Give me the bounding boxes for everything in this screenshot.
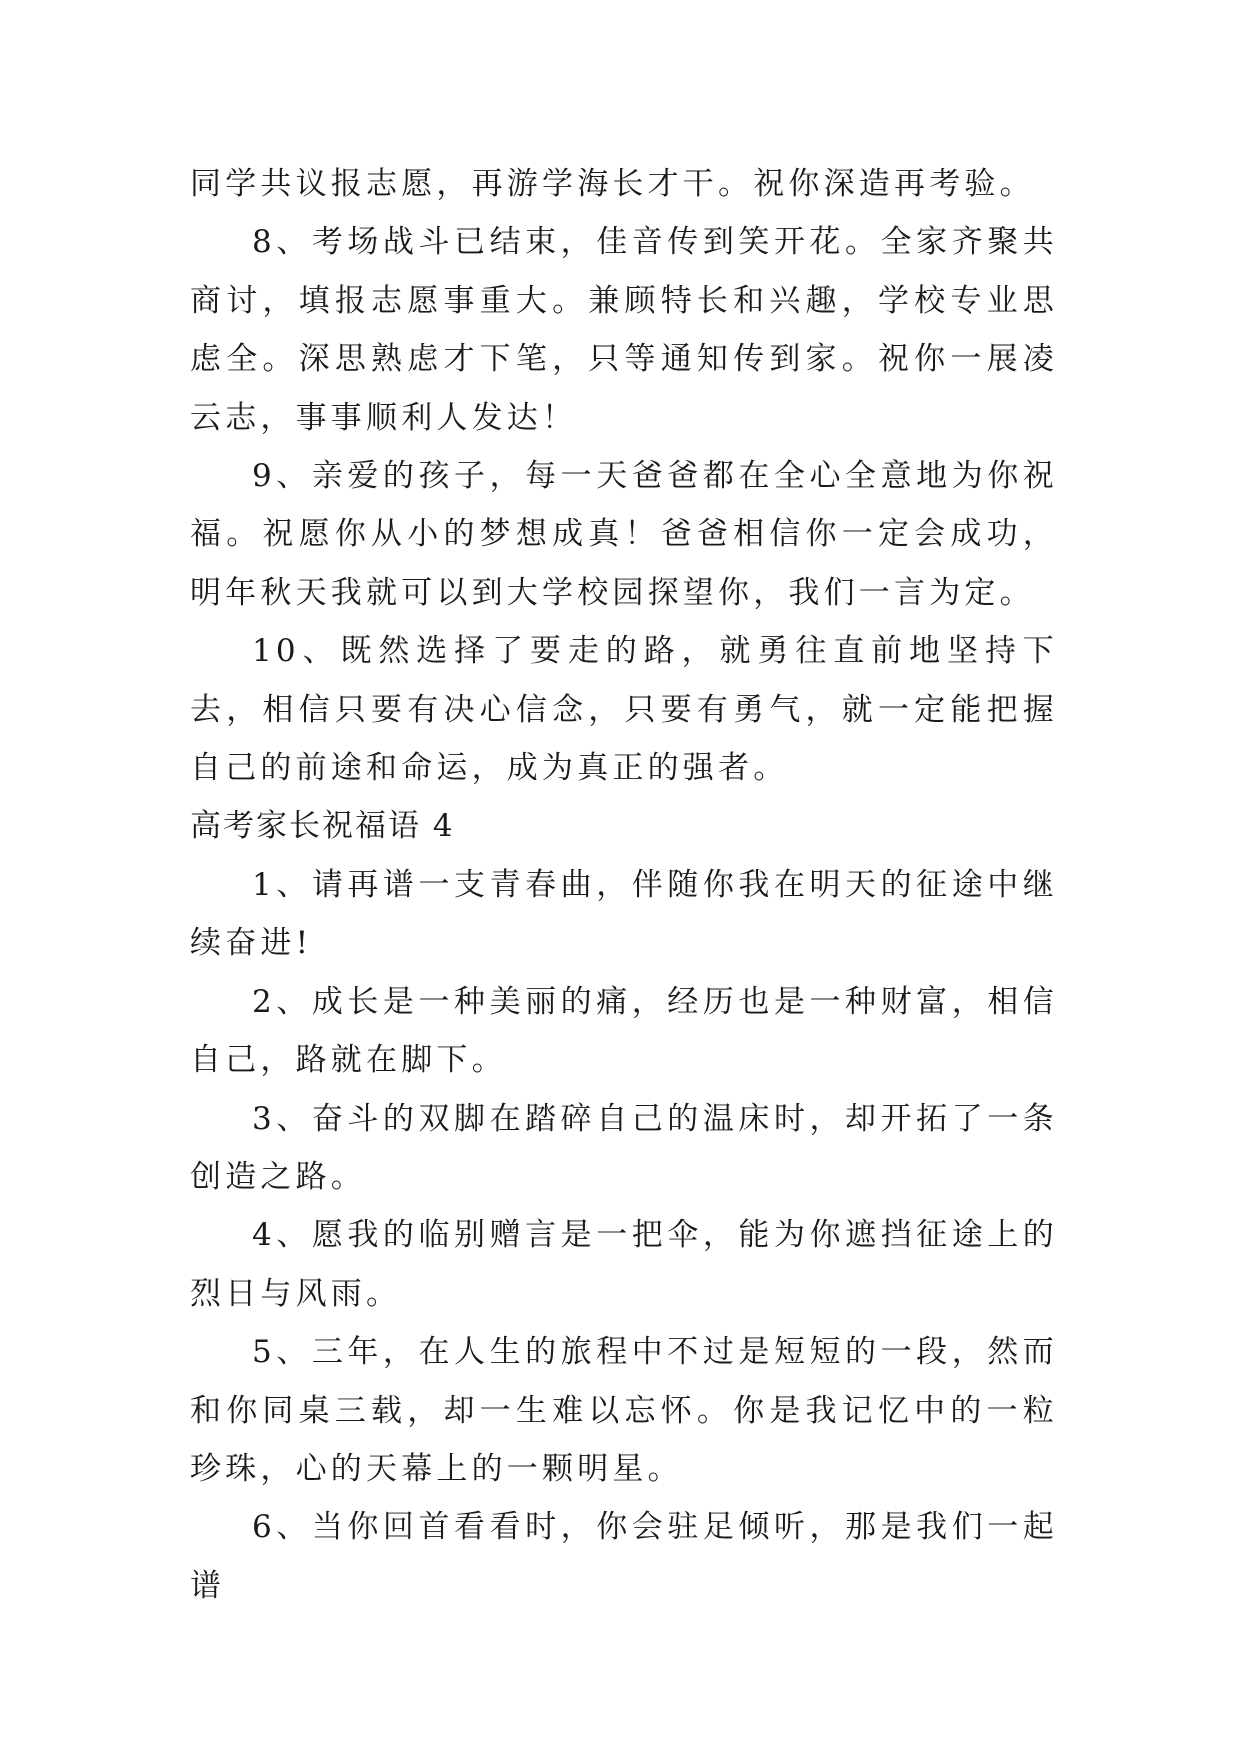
section-item-4: 4、愿我的临别赠言是一把伞，能为你遮挡征途上的烈日与风雨。 <box>190 1217 1058 1312</box>
section-title: 高考家长祝福语 4 <box>190 808 455 845</box>
document-body <box>190 155 1058 1615</box>
section-item-1: 1、请再谱一支青春曲，伴随你我在明天的征途中继续奋进! <box>190 866 1058 962</box>
section-item-6: 6、当你回首看看时，你会驻足倾听，那是我们一起谱 <box>190 1509 1058 1604</box>
paragraph-continued: 同学共议报志愿，再游学海长才干。祝你深造再考验。 <box>190 166 1035 202</box>
paragraph-item-10: 10、既然选择了要走的路，就勇往直前地坚持下去，相信只要有决心信念，只要有勇气，就一定能把握自己的前途和命运，成为真正的强者。 <box>190 633 1058 787</box>
section-item-5: 5、三年，在人生的旅程中不过是短短的一段，然而和你同桌三载，却一生难以忘怀。你是我记忆中的一粒珍珠，心的天幕上的一颗明星。 <box>190 1334 1058 1487</box>
section-item-2: 2、成长是一种美丽的痛，经历也是一种财富，相信自己，路就在脚下。 <box>190 983 1058 1079</box>
section-item-3: 3、奋斗的双脚在踏碎自己的温床时，却开拓了一条创造之路。 <box>190 1100 1058 1195</box>
paragraph-item-8: 8、考场战斗已结束，佳音传到笑开花。全家齐聚共商讨，填报志愿事重大。兼顾特长和兴趣，学校专业思虑全。深思熟虑才下笔，只等通知传到家。祝你一展凌云志，事事顺利人发达！ <box>190 224 1058 436</box>
paragraph-item-9: 9、亲爱的孩子，每一天爸爸都在全心全意地为你祝福。祝愿你从小的梦想成真！爸爸相信你一定会成功，明年秋天我就可以到大学校园探望你，我们一言为定。 <box>190 458 1058 611</box>
